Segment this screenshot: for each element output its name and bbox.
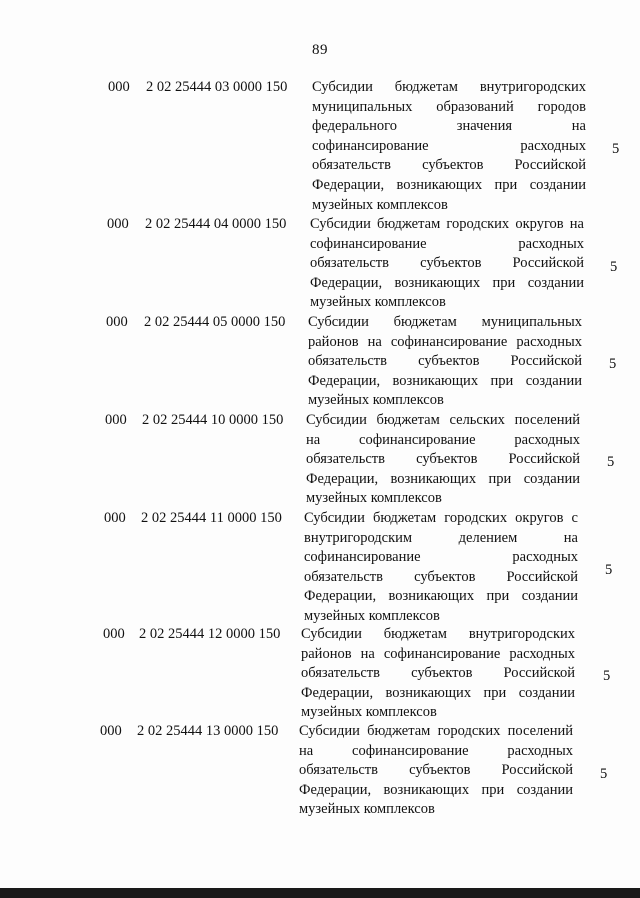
description-line: музейных комплексов	[312, 196, 448, 213]
amount-value: 5	[605, 562, 613, 578]
description-line: обязательств субъектов Российской	[299, 762, 573, 779]
description-line: Субсидии бюджетам сельских поселений	[306, 412, 580, 428]
description-line: обязательств субъектов Российской	[304, 568, 578, 585]
description-line: федерального значения на	[312, 118, 586, 135]
description-line: на софинансирование расходных	[306, 431, 580, 448]
description-line: софинансирование расходных	[304, 549, 578, 566]
description-line: музейных комплексов	[308, 392, 444, 409]
income-description	[306, 411, 580, 509]
income-description	[312, 78, 586, 215]
description-line: на софинансирование расходных	[299, 742, 573, 759]
description-line: музейных комплексов	[310, 294, 446, 311]
amount-value: 5	[603, 668, 611, 684]
budget-classification-code: 2 02 25444 05 0000 150	[144, 314, 286, 330]
amount-value: 5	[610, 259, 618, 275]
income-description	[310, 215, 584, 313]
admin-code: 000	[106, 314, 128, 330]
admin-code: 000	[100, 723, 122, 739]
admin-code: 000	[103, 626, 125, 642]
description-line: Федерации, возникающих при создании	[312, 176, 586, 193]
admin-code: 000	[108, 79, 130, 95]
description-line: Субсидии бюджетам городских поселений	[299, 723, 573, 739]
description-line: обязательств субъектов Российской	[301, 665, 575, 682]
description-line: районов на софинансирование расходных	[301, 645, 575, 662]
description-line: обязательств субъектов Российской	[308, 353, 582, 370]
income-description	[304, 509, 578, 627]
description-line: музейных комплексов	[299, 801, 435, 818]
admin-code: 000	[107, 216, 129, 232]
description-line: муниципальных образований городов	[312, 98, 586, 115]
description-line: обязательств субъектов Российской	[312, 157, 586, 174]
description-line: Федерации, возникающих при создании	[310, 274, 584, 291]
description-line: музейных комплексов	[301, 704, 437, 721]
admin-code: 000	[105, 412, 127, 428]
description-line: музейных комплексов	[306, 490, 442, 507]
description-line: музейных комплексов	[304, 607, 440, 624]
description-line: Субсидии бюджетам городских округов с	[304, 510, 578, 526]
description-line: обязательств субъектов Российской	[310, 255, 584, 272]
amount-value: 5	[612, 141, 620, 157]
amount-value: 5	[600, 766, 608, 782]
description-line: Федерации, возникающих при создании	[306, 470, 580, 487]
income-description	[299, 722, 573, 820]
page-number: 89	[312, 42, 328, 58]
description-line: обязательств субъектов Российской	[306, 451, 580, 468]
admin-code: 000	[104, 510, 126, 526]
description-line: внутригородским делением на	[304, 529, 578, 546]
description-line: Федерации, возникающих при создании	[304, 588, 578, 605]
description-line: районов на софинансирование расходных	[308, 333, 582, 350]
budget-classification-code: 2 02 25444 04 0000 150	[145, 216, 287, 232]
description-line: Федерации, возникающих при создании	[308, 372, 582, 389]
amount-value: 5	[609, 356, 617, 372]
description-line: софинансирование расходных	[312, 137, 586, 154]
description-line: Субсидии бюджетам городских округов на	[310, 216, 584, 232]
amount-value: 5	[607, 454, 615, 470]
income-description	[301, 625, 575, 723]
budget-classification-code: 2 02 25444 03 0000 150	[146, 79, 288, 95]
budget-classification-code: 2 02 25444 12 0000 150	[139, 626, 281, 642]
description-line: Субсидии бюджетам внутригородских	[312, 79, 586, 95]
budget-classification-code: 2 02 25444 13 0000 150	[137, 723, 279, 739]
budget-classification-code: 2 02 25444 11 0000 150	[141, 510, 282, 526]
budget-classification-code: 2 02 25444 10 0000 150	[142, 412, 284, 428]
income-description	[308, 313, 582, 411]
description-line: Субсидии бюджетам муниципальных	[308, 314, 582, 330]
description-line: Федерации, возникающих при создании	[299, 781, 573, 798]
description-line: софинансирование расходных	[310, 235, 584, 252]
description-line: Субсидии бюджетам внутригородских	[301, 626, 575, 642]
description-line: Федерации, возникающих при создании	[301, 684, 575, 701]
scan-edge-bar	[0, 888, 640, 898]
